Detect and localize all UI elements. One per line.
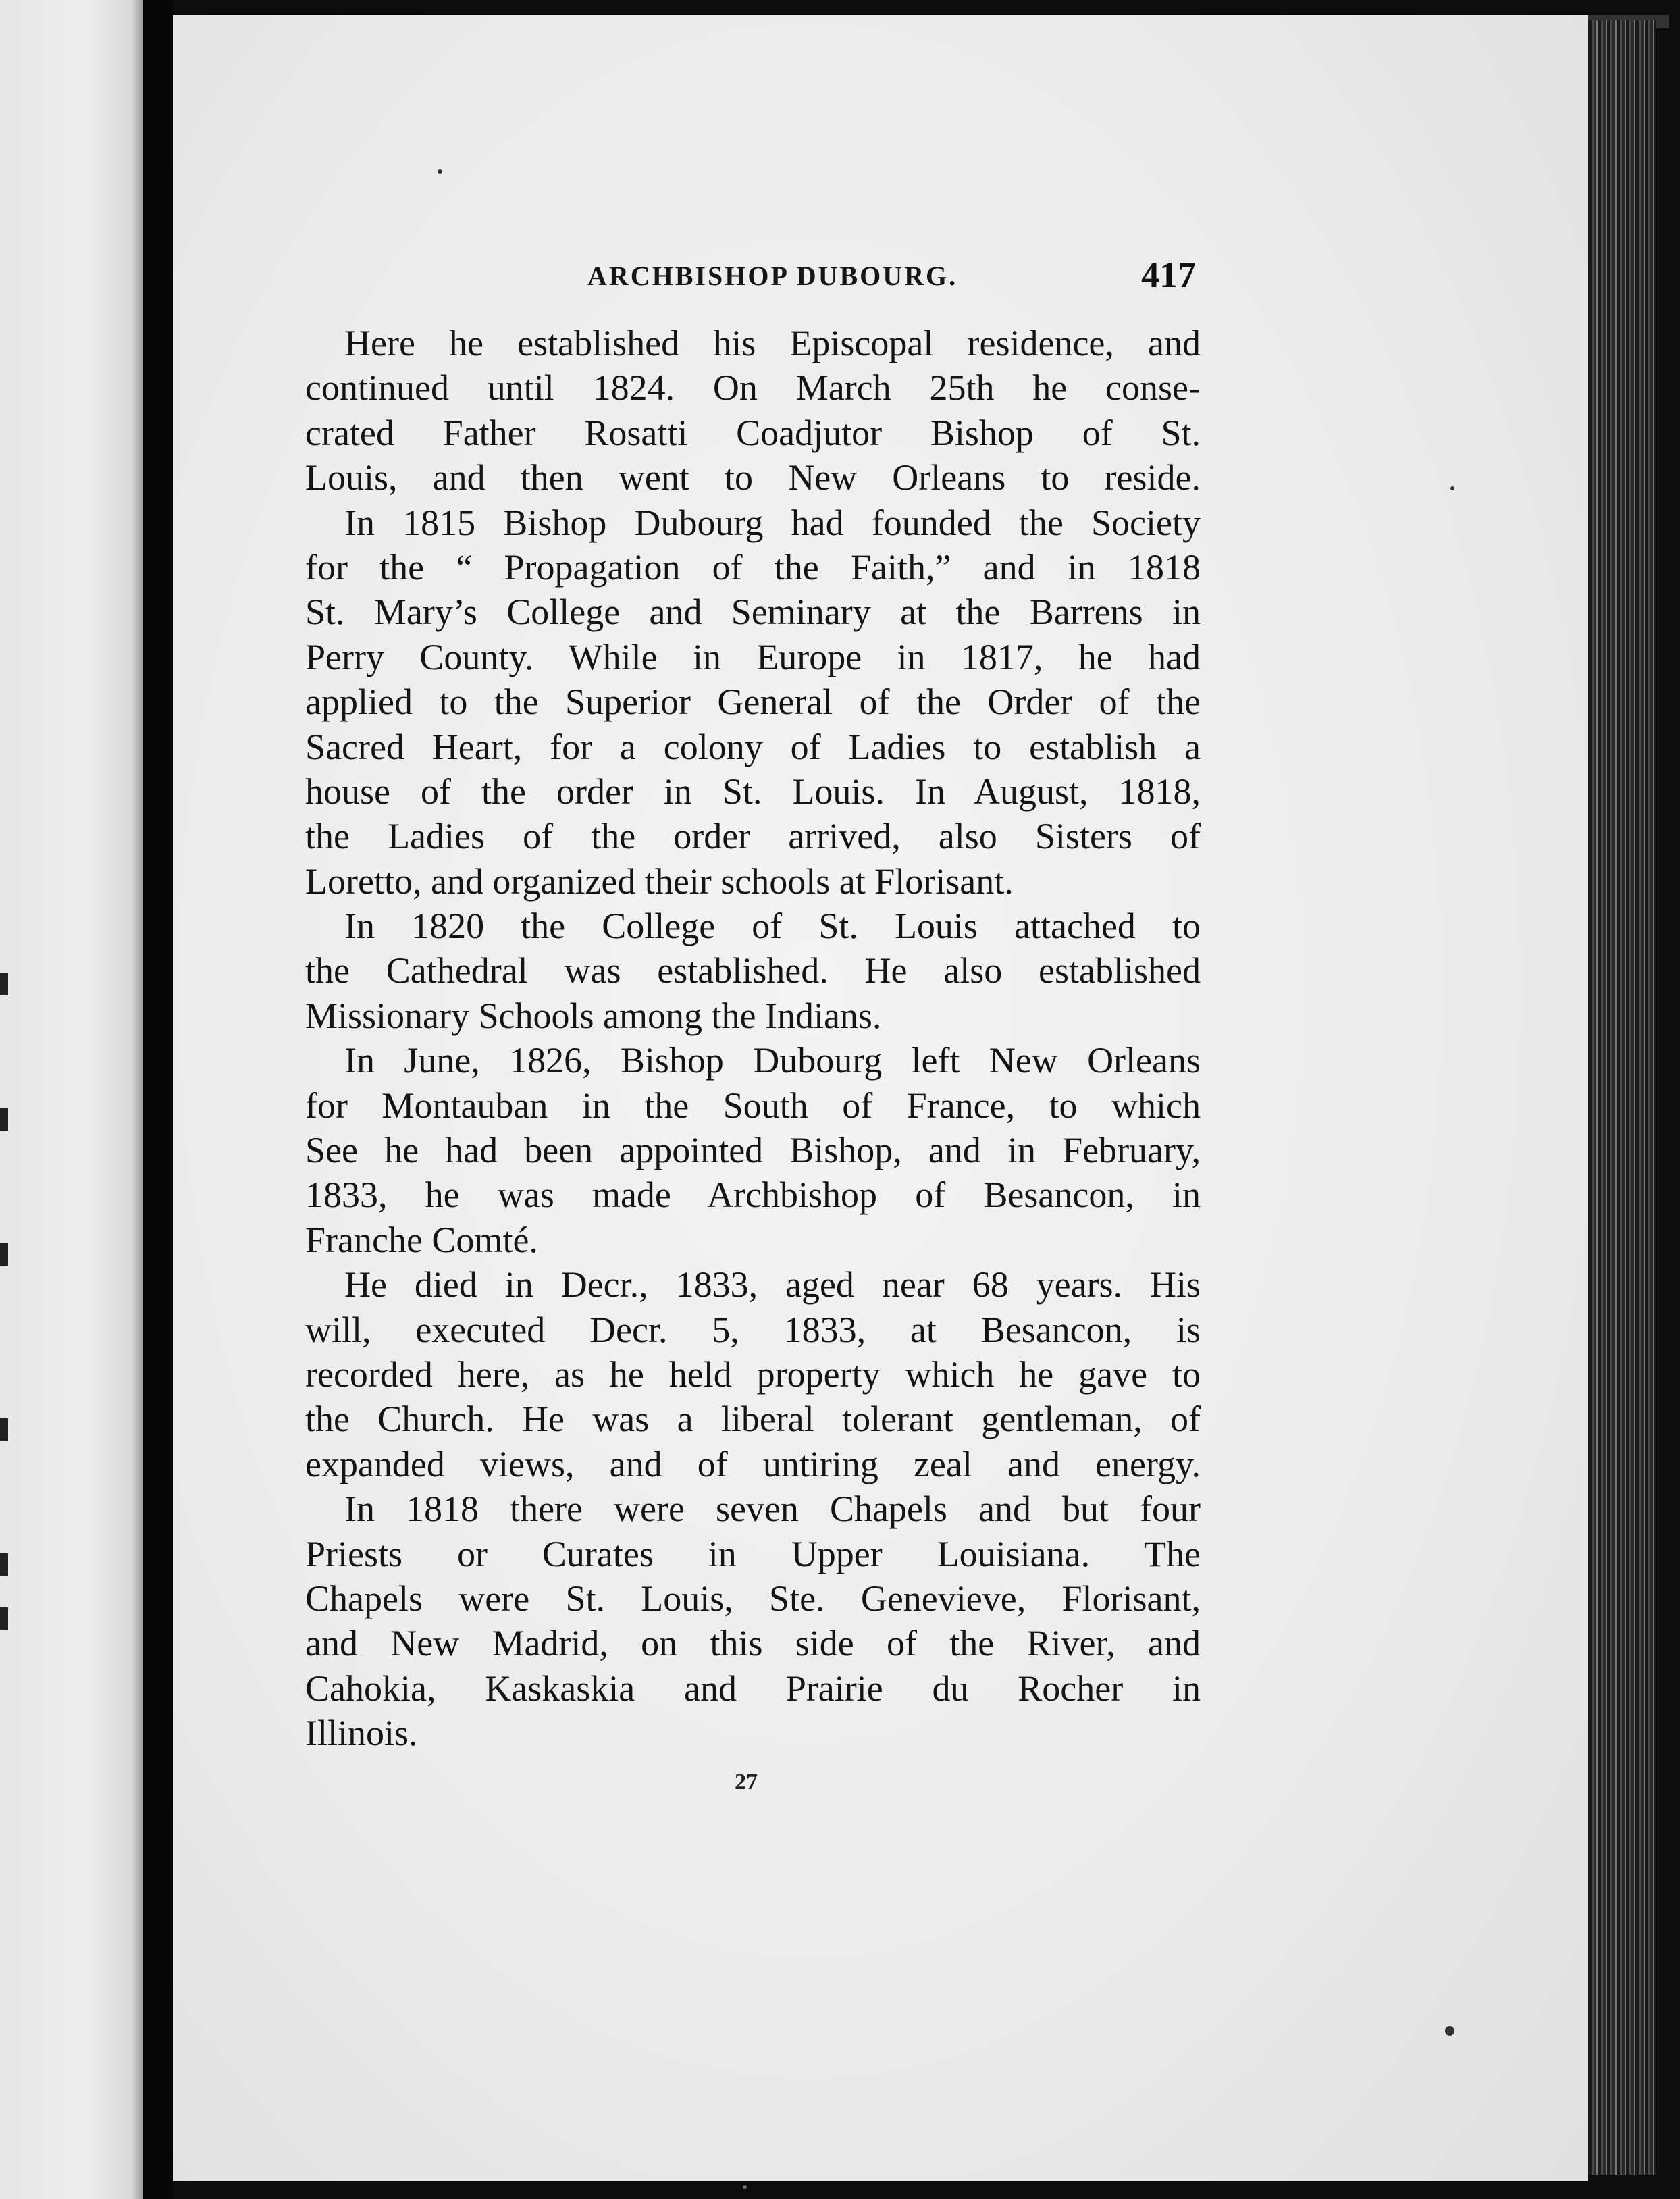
text-line: expanded views, and of untiring zeal and energy. [305, 1443, 1201, 1484]
text-line: He died in Decr., 1833, aged near 68 years. His [344, 1264, 1201, 1305]
text-line: house of the order in St. Louis. In August, 1818, [305, 771, 1201, 812]
text-line: In June, 1826, Bishop Dubourg left New Orleans [344, 1040, 1201, 1081]
text-line: 1833, he was made Archbishop of Besancon, in [305, 1174, 1201, 1216]
text-line: for Montauban in the South of France, to which [305, 1085, 1201, 1126]
text-line: for the “ Propagation of the Faith,” and in 1818 [305, 546, 1201, 588]
body-text [305, 321, 1201, 1756]
text-line: continued until 1824. On March 25th he conse- [305, 367, 1201, 409]
text-line: Illinois. [305, 1713, 418, 1754]
text-line: Perry County. While in Europe in 1817, he had [305, 636, 1201, 677]
text-line: Loretto, and organized their schools at Florisant. [305, 860, 1014, 902]
margin-mark [0, 1243, 8, 1266]
page-stack-edges [1588, 20, 1656, 2175]
text-line: Franche Comté. [305, 1219, 538, 1260]
paper-speck [743, 2185, 747, 2189]
page-number: 417 [1141, 255, 1196, 295]
text-line: the Cathedral was established. He also established [305, 950, 1201, 991]
book-gutter [143, 0, 173, 2199]
text-line: Sacred Heart, for a colony of Ladies to establish a [305, 726, 1201, 767]
text-line: crated Father Rosatti Coadjutor Bishop of St. [305, 412, 1201, 453]
margin-mark [0, 1553, 8, 1576]
facing-page-edge [0, 0, 143, 2199]
text-line: In 1815 Bishop Dubourg had founded the Society [344, 502, 1201, 543]
text-line: Missionary Schools among the Indians. [305, 995, 882, 1036]
paper-speck [438, 169, 442, 174]
text-line: applied to the Superior General of the Order of the [305, 681, 1201, 723]
margin-mark [0, 1607, 8, 1630]
text-line: will, executed Decr. 5, 1833, at Besancon, is [305, 1309, 1201, 1350]
margin-mark [0, 973, 8, 995]
margin-mark [0, 1418, 8, 1441]
paper-speck [1450, 486, 1454, 490]
text-line: In 1820 the College of St. Louis attached to [344, 906, 1201, 947]
text-line: and New Madrid, on this side of the River, and [305, 1623, 1201, 1664]
text-line: the Ladies of the order arrived, also Sisters of [305, 816, 1201, 857]
text-line: Cahokia, Kaskaskia and Prairie du Rocher in [305, 1667, 1201, 1709]
paper-speck [1445, 2026, 1454, 2036]
text-line: Here he established his Episcopal residence, and [344, 323, 1201, 363]
text-line: Chapels were St. Louis, Ste. Genevieve, Florisant, [305, 1578, 1201, 1619]
text-line: recorded here, as he held property which he gave to [305, 1353, 1201, 1395]
running-head: ARCHBISHOP DUBOURG. [587, 261, 958, 291]
margin-mark [0, 1108, 8, 1131]
text-line: St. Mary’s College and Seminary at the Barrens in [305, 592, 1201, 633]
text-line: In 1818 there were seven Chapels and but four [344, 1489, 1201, 1530]
text-line: Louis, and then went to New Orleans to reside. [305, 457, 1201, 498]
text-line: See he had been appointed Bishop, and in February, [305, 1130, 1201, 1171]
signature-mark: 27 [735, 1769, 758, 1794]
text-line: the Church. He was a liberal tolerant gentleman, of [305, 1399, 1201, 1440]
text-line: Priests or Curates in Upper Louisiana. The [305, 1533, 1201, 1574]
